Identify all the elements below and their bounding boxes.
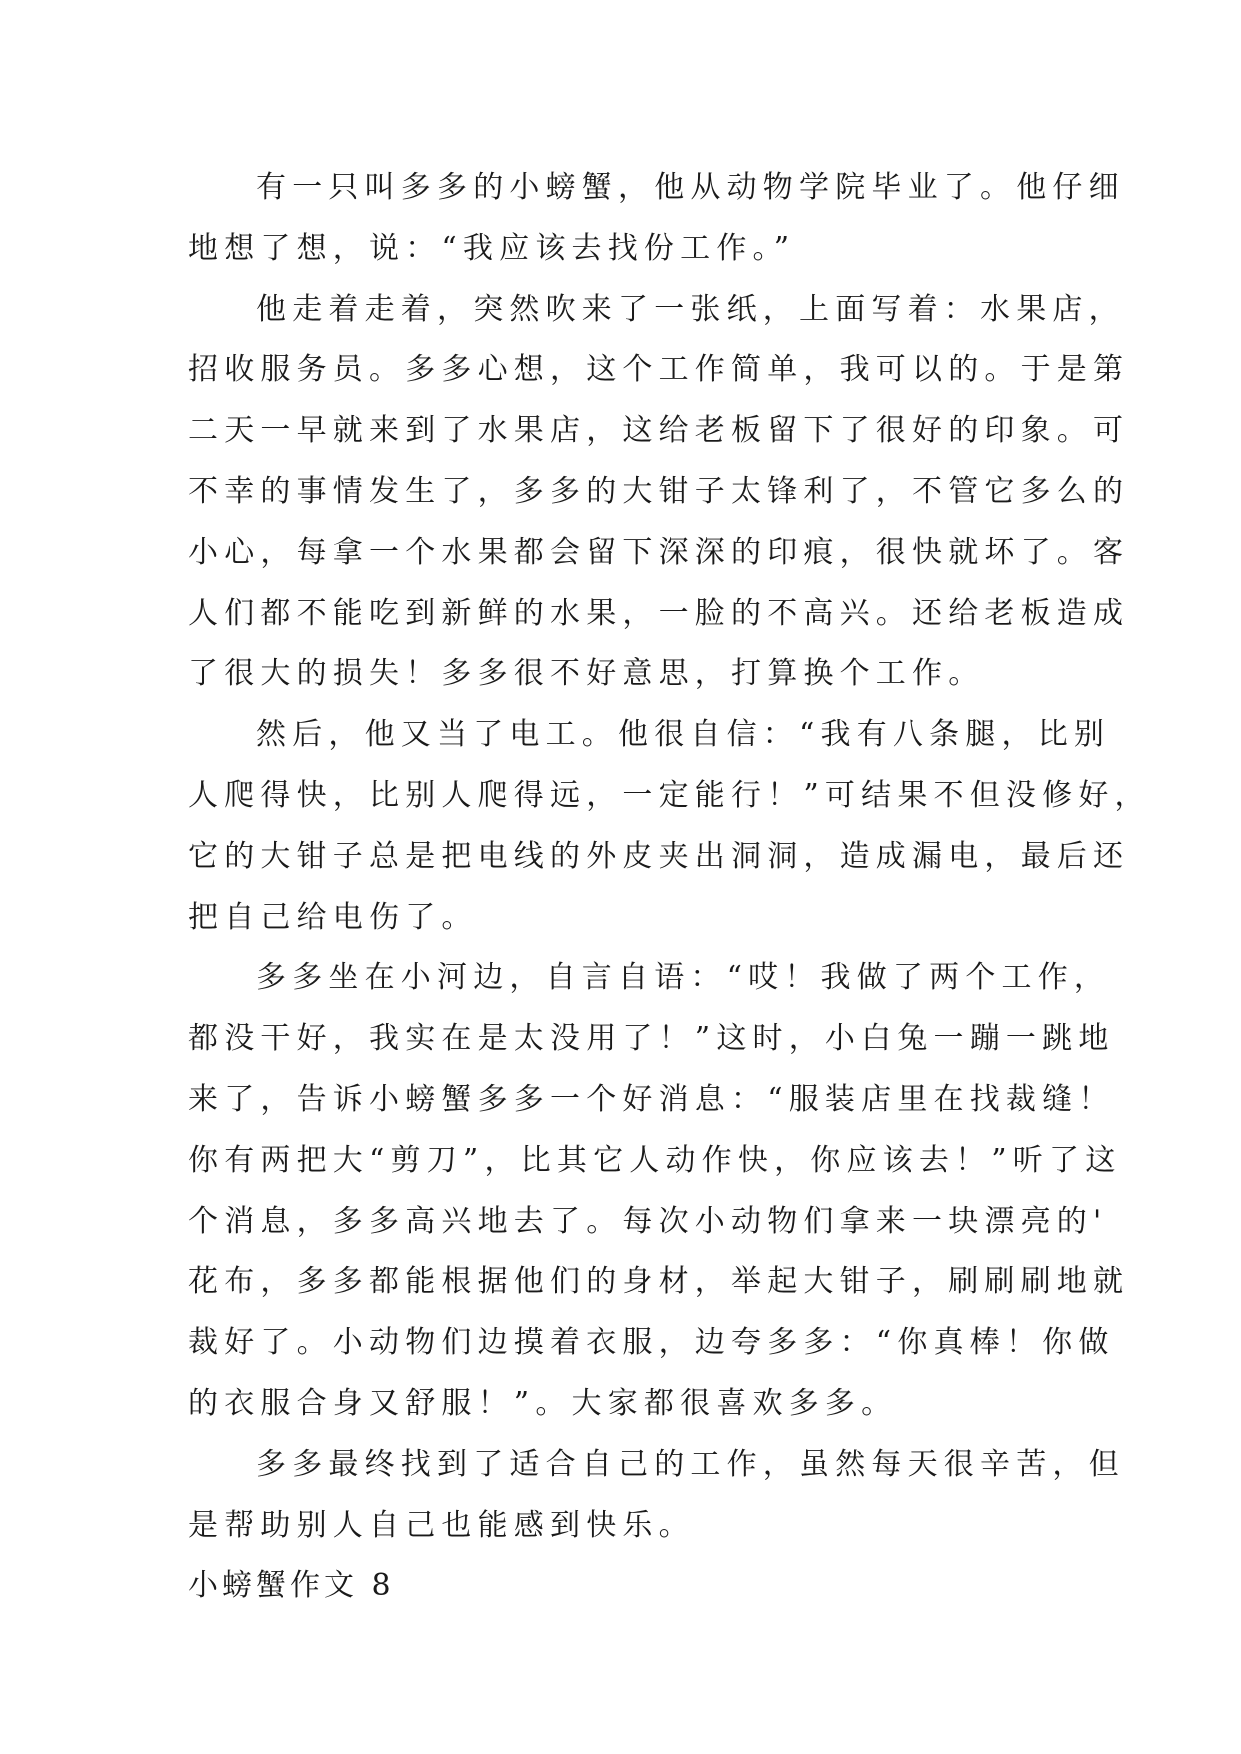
text-line: 多多最终找到了适合自己的工作，虽然每天很辛苦，但 [256,1446,1125,1482]
paragraph-3 [188,705,1151,948]
text-line: 招收服务员。多多心想，这个工作简单，我可以的。于是第 [188,352,1130,388]
text-line: 多多坐在小河边，自言自语：“哎！我做了两个工作， [256,960,1111,996]
text-line: 他走着走着，突然吹来了一张纸，上面写着：水果店， [256,291,1125,327]
text-line: 地想了想，说：“我应该去找份工作。” [188,230,796,266]
text-line: 不幸的事情发生了，多多的大钳子太锋利了，不管它多么的 [188,473,1130,509]
text-line: 都没干好，我实在是太没用了！”这时，小白兔一蹦一跳地 [188,1021,1115,1057]
paragraph-1 [188,158,1125,280]
text-line: 花布，多多都能根据他们的身材，举起大钳子，刷刷刷地就 [188,1264,1130,1300]
text-line: 有一只叫多多的小螃蟹，他从动物学院毕业了。他仔细 [256,170,1125,205]
paragraph-2 [188,280,1130,706]
text-line: 小心，每拿一个水果都会留下深深的印痕，很快就坏了。客 [188,534,1130,570]
paragraph-4 [188,948,1130,1434]
text-line: 的衣服合身又舒服！”。大家都很喜欢多多。 [188,1385,898,1421]
text-line: 人爬得快，比别人爬得远，一定能行！”可结果不但没修好， [188,777,1151,813]
text-line: 裁好了。小动物们边摸着衣服，边夸多多：“你真棒！你做 [188,1325,1115,1361]
text-line: 你有两把大“剪刀”，比其它人动作快，你应该去！”听了这 [188,1142,1122,1178]
section-title: 小螃蟹作文 8 [188,1568,395,1604]
text-line: 然后，他又当了电工。他很自信：“我有八条腿，比别 [256,717,1111,753]
text-line: 是帮助别人自己也能感到快乐。 [188,1507,695,1543]
text-line: 来了，告诉小螃蟹多多一个好消息：“服装店里在找裁缝！ [188,1081,1115,1117]
text-line: 个消息，多多高兴地去了。每次小动物们拿来一块漂亮的' [188,1203,1108,1239]
paragraph-5 [188,1435,1125,1557]
text-line: 它的大钳子总是把电线的外皮夹出洞洞，造成漏电，最后还 [188,838,1130,874]
text-line: 人们都不能吃到新鲜的水果，一脸的不高兴。还给老板造成 [188,595,1130,631]
text-line: 把自己给电伤了。 [188,899,478,935]
document-body [188,158,1151,1617]
text-line: 了很大的损失！多多很不好意思，打算换个工作。 [188,656,985,692]
text-line: 二天一早就来到了水果店，这给老板留下了很好的印象。可 [188,413,1130,449]
